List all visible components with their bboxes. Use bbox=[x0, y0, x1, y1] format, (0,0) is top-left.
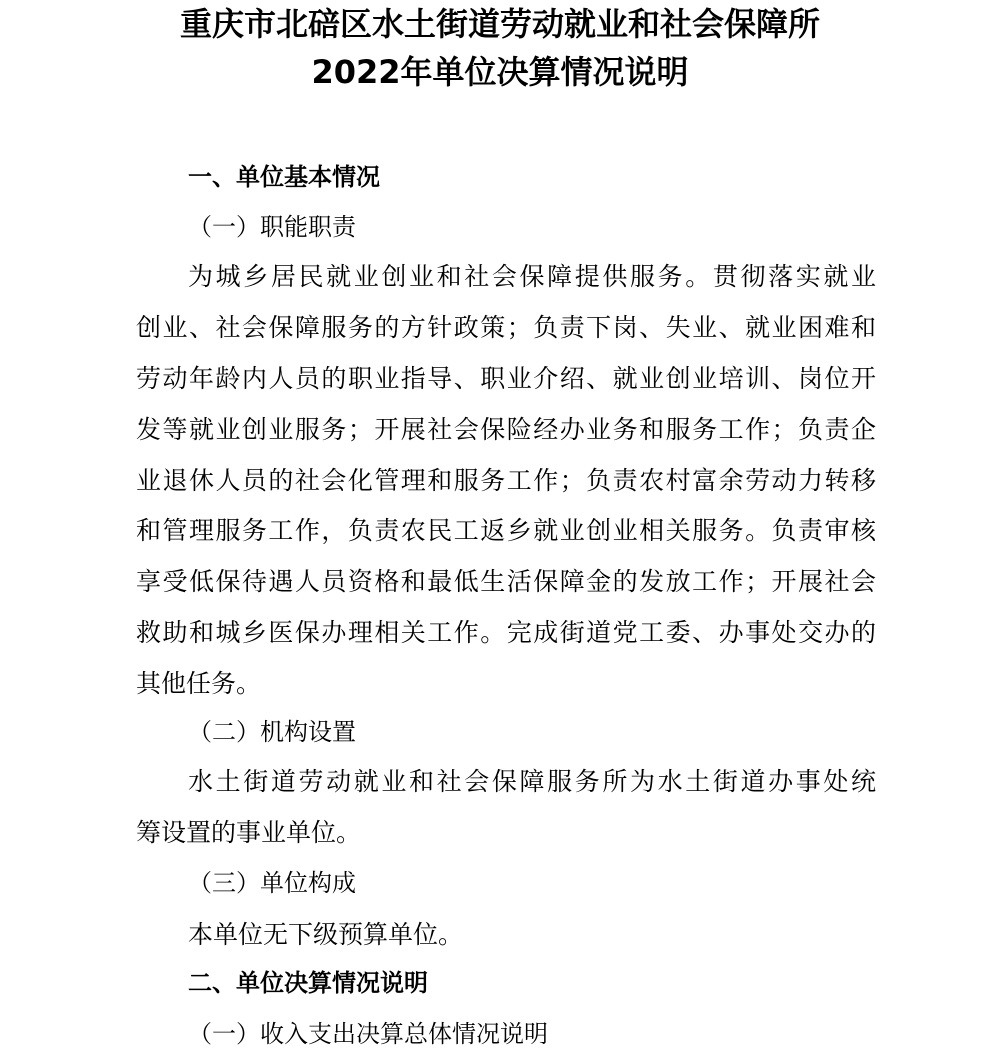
subsection-heading-organization: （二）机构设置 bbox=[188, 718, 356, 746]
paragraph-line: 为城乡居民就业创业和社会保障提供服务。贯彻落实就业 bbox=[188, 262, 876, 291]
subsection-heading-composition: （三）单位构成 bbox=[188, 869, 356, 897]
paragraph-line: 创业、社会保障服务的方针政策；负责下岗、失业、就业困难和 bbox=[136, 313, 876, 342]
document-title-line-2: 2022年单位决算情况说明 bbox=[311, 53, 689, 91]
paragraph-line: 劳动年龄内人员的职业指导、职业介绍、就业创业培训、岗位开 bbox=[136, 364, 876, 393]
section-heading-unit-basic-info: 一、单位基本情况 bbox=[188, 163, 380, 191]
paragraph-line: 救助和城乡医保办理相关工作。完成街道党工委、办事处交办的 bbox=[136, 618, 876, 647]
paragraph-line: 享受低保待遇人员资格和最低生活保障金的发放工作；开展社会 bbox=[136, 567, 876, 596]
paragraph-line: 本单位无下级预算单位。 bbox=[188, 920, 464, 949]
paragraph-line: 其他任务。 bbox=[136, 669, 262, 698]
paragraph-line: 和管理服务工作，负责农民工返乡就业创业相关服务。负责审核 bbox=[136, 516, 876, 545]
section-heading-final-accounts: 二、单位决算情况说明 bbox=[188, 969, 428, 997]
paragraph-line: 业退休人员的社会化管理和服务工作；负责农村富余劳动力转移 bbox=[136, 466, 876, 495]
subsection-heading-income-expenditure: （一）收入支出决算总体情况说明 bbox=[188, 1020, 548, 1048]
subsection-heading-functions: （一）职能职责 bbox=[188, 213, 356, 241]
paragraph-line: 水土街道劳动就业和社会保障服务所为水土街道办事处统 bbox=[188, 767, 876, 796]
paragraph-line: 发等就业创业服务；开展社会保险经办业务和服务工作；负责企 bbox=[136, 415, 876, 444]
document-title-line-1: 重庆市北碚区水土街道劳动就业和社会保障所 bbox=[179, 5, 820, 43]
paragraph-line: 筹设置的事业单位。 bbox=[136, 818, 362, 847]
